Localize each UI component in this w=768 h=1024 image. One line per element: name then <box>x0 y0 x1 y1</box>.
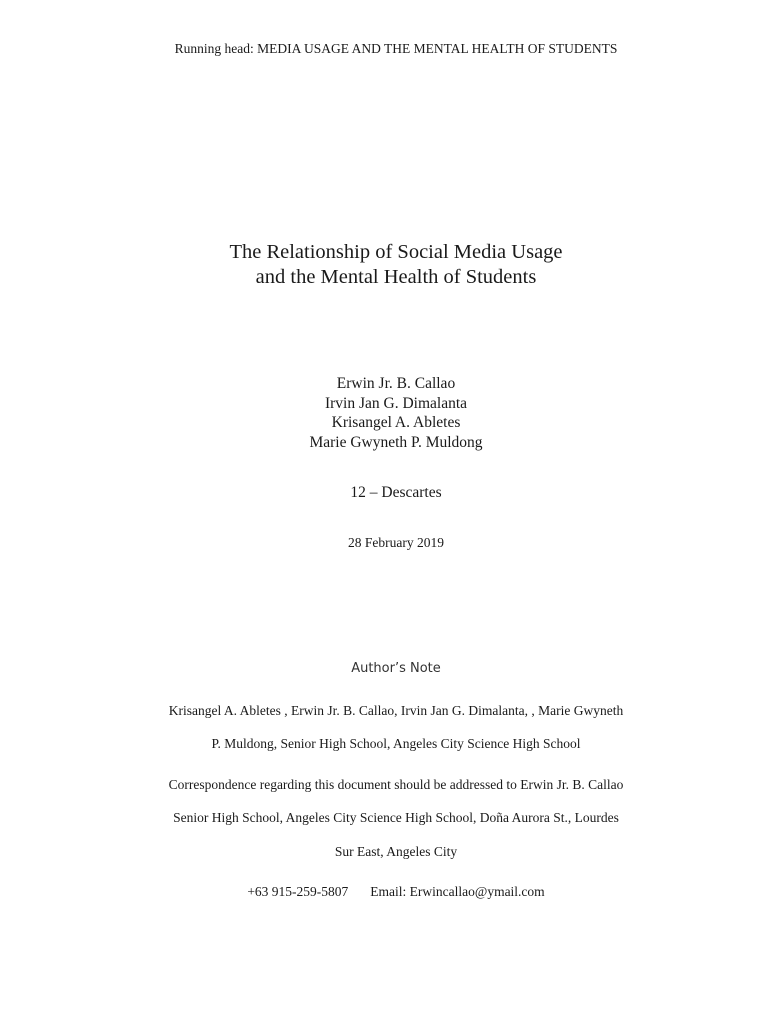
running-head: Running head: MEDIA USAGE AND THE MENTAL HEALTH OF STUDENTS <box>174 41 618 56</box>
authors-note-line: Krisangel A. Abletes , Erwin Jr. B. Callao, Irvin Jan G. Dimalanta, , Marie Gwyneth <box>168 703 624 718</box>
correspondence-line: Senior High School, Angeles City Science High School, Doña Aurora St., Lourdes <box>173 810 619 825</box>
author-name: Irvin Jan G. Dimalanta <box>324 394 468 412</box>
author-list <box>12 374 768 452</box>
author-name: Erwin Jr. B. Callao <box>336 375 456 392</box>
document-title <box>12 240 768 290</box>
author-name: Marie Gwyneth P. Muldong <box>309 433 483 451</box>
author-name: Krisangel A. Abletes <box>331 414 461 432</box>
class-section: 12 – Descartes <box>350 484 442 501</box>
title-line-1: The Relationship of Social Media Usage <box>229 241 563 263</box>
correspondence-line: Sur East, Angeles City <box>334 844 458 859</box>
email-address: Email: Erwincallao@ymail.com <box>370 884 545 899</box>
correspondence-line: Correspondence regarding this document should be addressed to Erwin Jr. B. Callao <box>168 777 624 792</box>
authors-note-line: P. Muldong, Senior High School, Angeles City Science High School <box>211 736 581 751</box>
title-line-2: and the Mental Health of Students <box>255 266 537 288</box>
authors-note-heading: Author’s Note <box>351 661 441 676</box>
document-date: 28 February 2019 <box>348 535 444 550</box>
contact-line <box>12 884 768 900</box>
phone-number: +63 915-259-5807 <box>247 884 349 899</box>
